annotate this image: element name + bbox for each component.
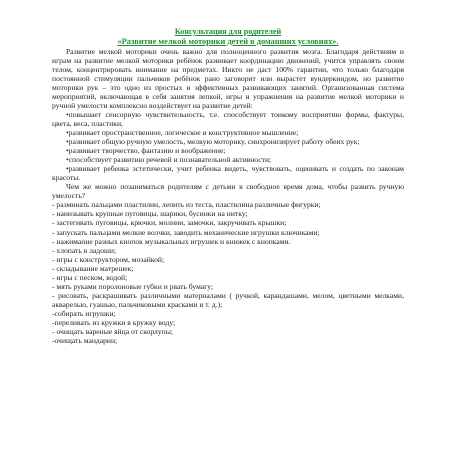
benefit-item: •развивает ребенка эстетически, учит ребенка видеть, чувствовать, оценивать и создать по законам красоты. <box>52 164 404 183</box>
activity-item: - разминать пальцами пластилин, лепить из теста, пластилина различные фигурки; <box>52 200 321 210</box>
activity-item: - запускать пальцами мелкие волчки, заводить механические игрушки ключиками; <box>52 227 320 237</box>
document-title: Консультация для родителей <box>174 27 282 36</box>
activity-item: - рисовать, раскрашивать различными материалами ( ручкой, карандашами, мелом, цветными мелками, акварелью, гуашью, пальчиковыми красками и т. д.); <box>52 290 404 309</box>
activity-item: - нажимание разных кнопок музыкальных игрушек и книжек с кнопками. <box>52 236 291 246</box>
document-subtitle: «Развитие мелкой моторики детей в домашних условиях». <box>117 36 339 46</box>
activity-item: - мять руками поролоновые губки и рвать бумагу; <box>52 281 214 291</box>
activity-item: -очищать мандарин; <box>52 336 118 346</box>
benefit-item: •способствует развитию речевой и познавательной активности; <box>66 155 272 165</box>
activity-item: - хлопать в ладоши; <box>52 245 117 255</box>
activity-item: - очищать вареные яйца от скорлупы; <box>52 327 173 337</box>
question-paragraph: Чем же можно позаниматься родителям с детьми в свободное время дома, чтобы развить ручную умелость? <box>52 182 404 201</box>
activity-item: -собирать игрушки; <box>52 308 116 318</box>
activity-item: - складывание матрешек; <box>52 263 134 273</box>
document-body <box>52 27 404 345</box>
intro-paragraph: Развитие мелкой моторики очень важно для полноценного развития мозга. Благодаря действиям и играм на развитие мелкой моторики ребёнок развивает координацию движений, учится управлять своим телом, концентрировать внимание на предметах. Никто не даст 100% гарантии, что только благодаря постоянной стимуляции пальчиков ребёнок рано заговорит или вырастет вундеркиндом, но развитие моторики рук – это одно из простых и эффективных развивающих занятий. Организованная система мероприятий, включающая в себя занятия лепкой, игры и упражнения на развитие мелкой моторики и ручной умелости комплексно воздействует на развитие детей: <box>52 46 404 110</box>
benefit-item: •повышает сенсорную чувствительность, т.е. способствует тонкому восприятию формы, фактуры, цвета, веса, пластики, <box>52 109 404 128</box>
activity-item: - застегивать пуговицы, крючки, молнии, замочки, закручивать крышки; <box>52 218 287 228</box>
activity-item: -переливать из кружки в кружку воду; <box>52 318 176 327</box>
activity-item: - нанизывать крупные пуговицы, шарики, бусинки на нитку; <box>52 209 248 219</box>
benefit-item: •развивает общую ручную умелость, мелкую моторику, синхронизирует работу обеих рук; <box>66 137 360 147</box>
activity-item: - игры с песком, водой; <box>52 272 128 282</box>
activity-item: - игры с конструктором, мозайкой; <box>52 254 165 264</box>
benefit-item: •развивает творчество, фантазию и воображение; <box>66 146 226 156</box>
benefit-item: •развивает пространственное, логическое и конструктивное мышление; <box>66 128 299 138</box>
